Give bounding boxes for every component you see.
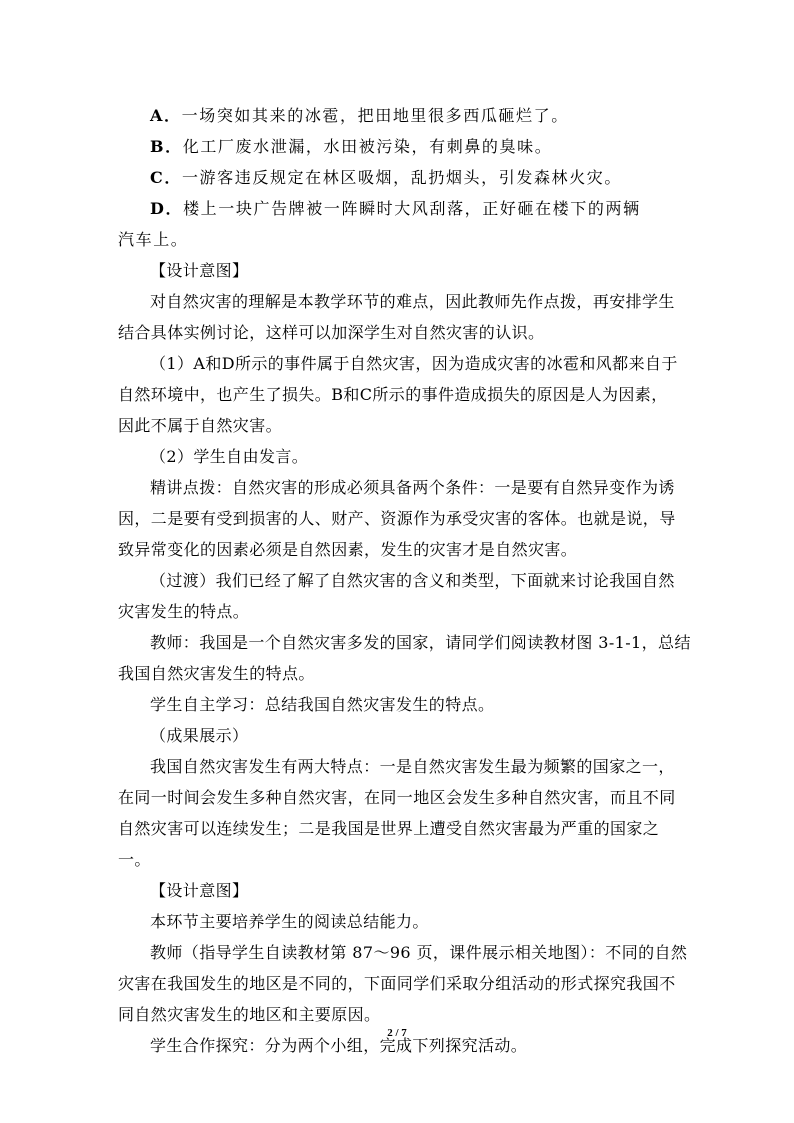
- paragraph-line: 学生合作探究：分为两个小组，完成下列探究活动。: [150, 1036, 528, 1055]
- option-d-continuation: 汽车上。: [118, 230, 189, 249]
- paragraph-line: （2）学生自由发言。: [150, 447, 309, 466]
- paragraph-line: 学生自主学习：总结我国自然灾害发生的特点。: [150, 695, 495, 714]
- paragraph-line: 本环节主要培养学生的阅读总结能力。: [150, 912, 429, 931]
- paragraph-line: 在同一时间会发生多种自然灾害，在同一地区会发生多种自然灾害，而且不同: [118, 788, 676, 807]
- paragraph-line: 灾害在我国发生的地区是不同的，下面同学们采取分组活动的形式探究我国不: [118, 974, 676, 993]
- paragraph-line: 同自然灾害发生的地区和主要原因。: [118, 1005, 381, 1024]
- paragraph-line: 我国自然灾害发生有两大特点：一是自然灾害发生最为频繁的国家之一，: [150, 757, 675, 776]
- paragraph-line: 自然灾害可以连续发生；二是我国是世界上遭受自然灾害最为严重的国家之: [118, 819, 660, 838]
- option-label: D．: [150, 199, 184, 218]
- option-text: 化工厂废水泄漏，水田被污染，有刺鼻的臭味。: [182, 137, 553, 156]
- paragraph-line: 我国自然灾害发生的特点。: [118, 664, 315, 683]
- paragraph-line: 对自然灾害的理解是本教学环节的难点，因此教师先作点拨，再安排学生: [150, 292, 675, 311]
- option-text: 一场突如其来的冰雹，把田地里很多西瓜砸烂了。: [181, 106, 569, 125]
- paragraph-line: （成果展示）: [150, 726, 249, 745]
- paragraph-line: （过渡）我们已经了解了自然灾害的含义和类型，下面就来讨论我国自然: [150, 571, 675, 590]
- section-heading: 【设计意图】: [150, 881, 249, 900]
- paragraph-line: （1）A和D所示的事件属于自然灾害，因为造成灾害的冰雹和风都来自于: [150, 354, 678, 373]
- option-b: [118, 131, 682, 162]
- page-number: 2 / 7: [387, 1027, 407, 1039]
- paragraph-line: 教师（指导学生自读教材第 87～96 页，课件展示相关地图）：不同的自然: [150, 943, 688, 962]
- paragraph-line: 精讲点拨：自然灾害的形成必须具备两个条件：一是要有自然异变作为诱: [150, 478, 675, 497]
- paragraph-line: 教师：我国是一个自然灾害多发的国家，请同学们阅读教材图 3-1-1，总结: [150, 633, 691, 652]
- option-a: [118, 100, 682, 131]
- paragraph-line: 结合具体实例讨论，这样可以加深学生对自然灾害的认识。: [118, 323, 545, 342]
- paragraph-line: 一。: [118, 850, 151, 869]
- option-c: [118, 162, 682, 193]
- section-heading: 【设计意图】: [150, 261, 249, 280]
- paragraph-line: 灾害发生的特点。: [118, 602, 250, 621]
- paragraph-line: 自然环境中，也产生了损失。B和C所示的事件造成损失的原因是人为因素，: [118, 385, 668, 404]
- option-label: B．: [150, 137, 183, 156]
- option-text: 一游客违反规定在林区吸烟，乱扔烟头，引发森林火灾。: [181, 168, 622, 187]
- option-text: 楼上一块广告牌被一阵瞬时大风刮落，正好砸在楼下的两辆: [183, 199, 641, 218]
- option-label: A．: [150, 106, 182, 125]
- paragraph-line: 因，二是要有受到损害的人、财产、资源作为承受灾害的客体。也就是说，导: [118, 509, 676, 528]
- paragraph-line: 因此不属于自然灾害。: [118, 416, 283, 435]
- paragraph-line: 致异常变化的因素必须是自然因素，发生的灾害才是自然灾害。: [118, 540, 578, 559]
- document-body: [118, 100, 691, 1061]
- option-d: [118, 193, 682, 224]
- option-label: C．: [150, 168, 182, 187]
